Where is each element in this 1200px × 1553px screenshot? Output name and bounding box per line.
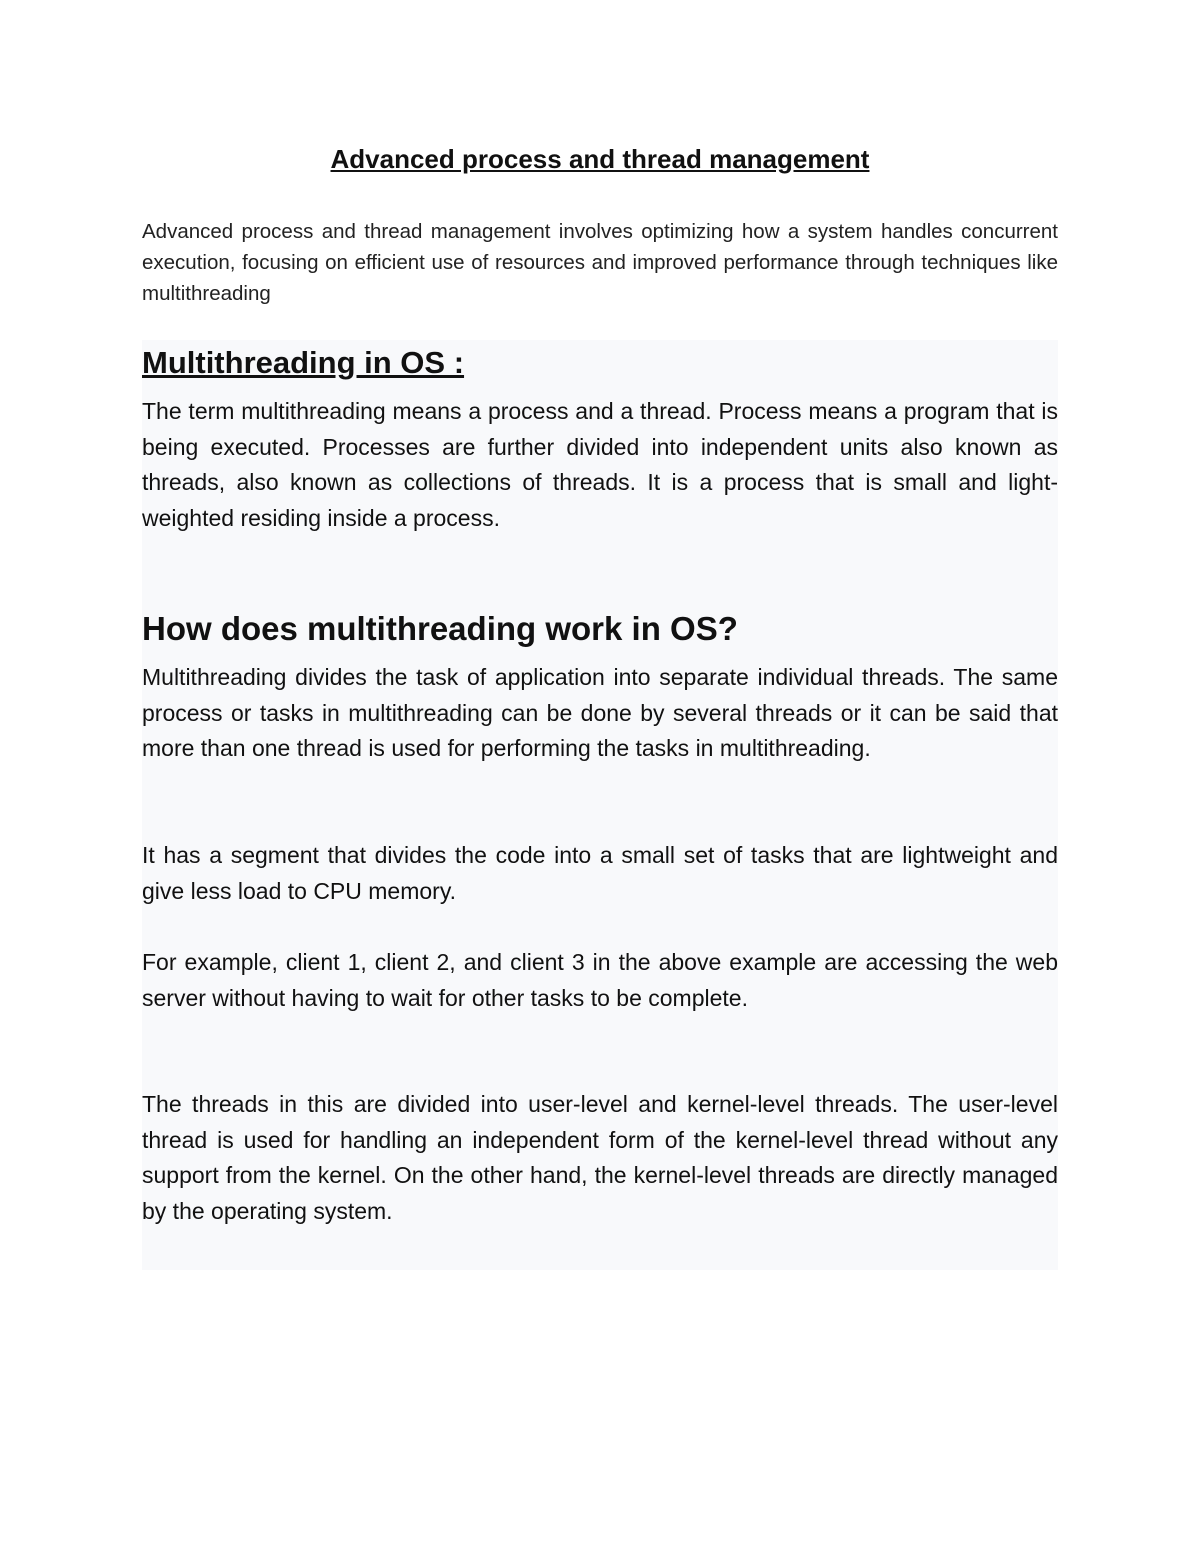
section2-paragraph-2: It has a segment that divides the code into a small set of tasks that are lightweight and give less load to CPU memory.: [142, 842, 1058, 904]
section-heading-multithreading: Multithreading in OS :: [142, 345, 465, 380]
section1-paragraph: The term multithreading means a process and a thread. Process means a program that is being executed. Processes are further divided into independent units also known as threads, also known as collections of threads. It is a process that is small and light-weighted residing inside a process.: [142, 398, 1058, 531]
section2-paragraph-1: Multithreading divides the task of application into separate individual threads. The same process or tasks in multithreading can be done by several threads or it can be said that more than one thread is used for performing the tasks in multithreading.: [142, 664, 1058, 761]
intro-paragraph: Advanced process and thread management involves optimizing how a system handles concurrent execution, focusing on efficient use of resources and improved performance through techniques like multithreading: [142, 220, 1058, 305]
section2-paragraph-3: For example, client 1, client 2, and client 3 in the above example are accessing the web server without having to wait for other tasks to be complete.: [142, 949, 1058, 1011]
section-heading-how-it-works: How does multithreading work in OS?: [142, 610, 738, 647]
document-title: Advanced process and thread management: [330, 144, 870, 174]
section2-paragraph-4: The threads in this are divided into user-level and kernel-level threads. The user-level thread is used for handling an independent form of the kernel-level thread without any support from the kernel. On the other hand, the kernel-level threads are directly managed by the operating system.: [142, 1091, 1058, 1224]
